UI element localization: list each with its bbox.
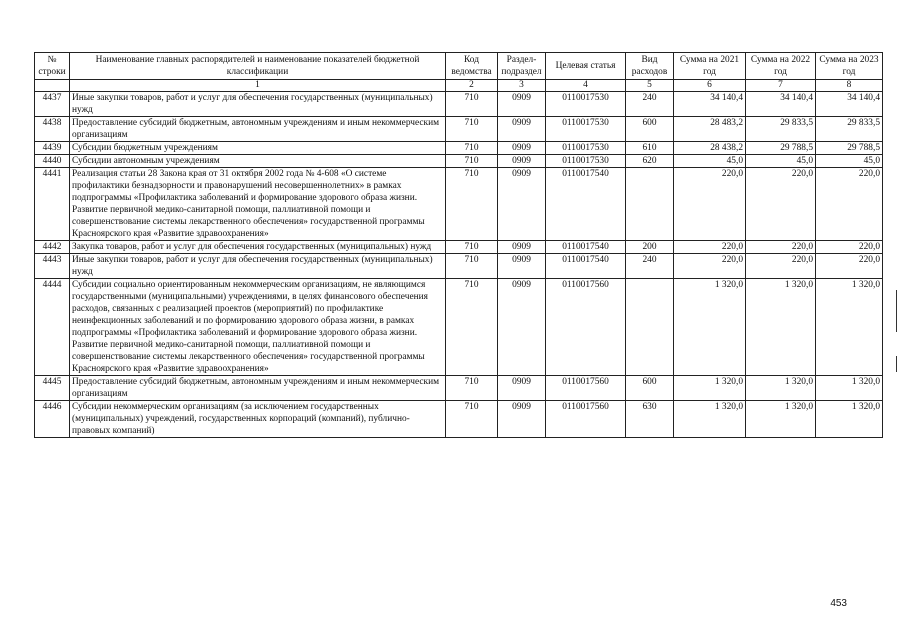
row-number: 4445 — [35, 376, 70, 401]
table-header — [35, 53, 883, 92]
section-code: 0909 — [498, 254, 546, 279]
row-number: 4444 — [35, 279, 70, 376]
header-name: Наименование главных распорядителей и наименование показателей бюджетной классификации — [70, 53, 446, 80]
sum-2023: 34 140,4 — [816, 92, 883, 117]
header-dept: Код ведомства — [446, 53, 498, 80]
expense-type: 600 — [626, 376, 674, 401]
dept-code: 710 — [446, 92, 498, 117]
table-row — [35, 241, 883, 254]
row-number: 4440 — [35, 155, 70, 168]
section-code: 0909 — [498, 155, 546, 168]
section-code: 0909 — [498, 168, 546, 241]
row-number: 4446 — [35, 401, 70, 438]
expense-type: 620 — [626, 155, 674, 168]
target-code: 0110017540 — [546, 168, 626, 241]
target-code: 0110017530 — [546, 155, 626, 168]
table-row — [35, 117, 883, 142]
sum-2023: 220,0 — [816, 254, 883, 279]
section-code: 0909 — [498, 279, 546, 376]
sum-2021: 1 320,0 — [674, 401, 746, 438]
sum-2021: 220,0 — [674, 241, 746, 254]
target-code: 0110017560 — [546, 279, 626, 376]
sum-2022: 220,0 — [746, 241, 816, 254]
table-row — [35, 92, 883, 117]
table-body — [35, 92, 883, 438]
table-row — [35, 279, 883, 376]
sum-2023: 1 320,0 — [816, 279, 883, 376]
section-code: 0909 — [498, 401, 546, 438]
target-code: 0110017530 — [546, 92, 626, 117]
column-number: 6 — [674, 80, 746, 92]
expense-type — [626, 168, 674, 241]
table-row — [35, 168, 883, 241]
sum-2022: 34 140,4 — [746, 92, 816, 117]
column-number: 4 — [546, 80, 626, 92]
sum-2021: 220,0 — [674, 254, 746, 279]
section-code: 0909 — [498, 376, 546, 401]
row-name: Предоставление субсидий бюджетным, автономным учреждениям и иным некоммерческим организациям — [70, 376, 446, 401]
scan-margin-mark — [896, 356, 897, 372]
section-code: 0909 — [498, 117, 546, 142]
column-number-row — [35, 80, 883, 92]
expense-type: 600 — [626, 117, 674, 142]
sum-2022: 45,0 — [746, 155, 816, 168]
sum-2021: 1 320,0 — [674, 279, 746, 376]
column-number: 7 — [746, 80, 816, 92]
table-row — [35, 401, 883, 438]
scan-margin-mark — [896, 290, 897, 332]
expense-type: 240 — [626, 92, 674, 117]
dept-code: 710 — [446, 142, 498, 155]
sum-2022: 1 320,0 — [746, 376, 816, 401]
row-number: 4443 — [35, 254, 70, 279]
row-name: Субсидии бюджетным учреждениям — [70, 142, 446, 155]
section-code: 0909 — [498, 92, 546, 117]
sum-2023: 45,0 — [816, 155, 883, 168]
target-code: 0110017560 — [546, 376, 626, 401]
sum-2022: 29 833,5 — [746, 117, 816, 142]
dept-code: 710 — [446, 155, 498, 168]
row-number: 4438 — [35, 117, 70, 142]
expense-type: 610 — [626, 142, 674, 155]
column-number — [35, 80, 70, 92]
row-number: 4437 — [35, 92, 70, 117]
sum-2021: 34 140,4 — [674, 92, 746, 117]
sum-2021: 1 320,0 — [674, 376, 746, 401]
dept-code: 710 — [446, 117, 498, 142]
sum-2021: 220,0 — [674, 168, 746, 241]
sum-2023: 29 833,5 — [816, 117, 883, 142]
row-name: Субсидии социально ориентированным некоммерческим организациям, не являющимся государственными (муниципальными) учреждениями, в целях финансового обеспечения расходов, связанных с реализацией проектов (мероприятий) по профилактике неинфекционных заболеваний и по формированию здорового образа жизни, в рамках подпрограммы «Профилактика заболеваний и формирование здорового образа жизни. Развитие первичной медико-санитарной помощи, паллиативной помощи и совершенствование системы лекарственного обеспечения» государственной программы Красноярского края «Развитие здравоохранения» — [70, 279, 446, 376]
row-name: Иные закупки товаров, работ и услуг для обеспечения государственных (муниципальных) нужд — [70, 92, 446, 117]
sum-2021: 45,0 — [674, 155, 746, 168]
expense-type — [626, 279, 674, 376]
expense-type: 200 — [626, 241, 674, 254]
row-name: Предоставление субсидий бюджетным, автономным учреждениям и иным некоммерческим организациям — [70, 117, 446, 142]
row-name: Иные закупки товаров, работ и услуг для обеспечения государственных (муниципальных) нужд — [70, 254, 446, 279]
row-name: Субсидии автономным учреждениям — [70, 155, 446, 168]
page-number: 453 — [830, 598, 847, 609]
sum-2023: 220,0 — [816, 241, 883, 254]
row-name: Субсидии некоммерческим организациям (за исключением государственных (муниципальных) учреждений, государственных корпораций (компаний), публично-правовых компаний) — [70, 401, 446, 438]
header-sum-2023: Сумма на 2023 год — [816, 53, 883, 80]
column-number: 8 — [816, 80, 883, 92]
section-code: 0909 — [498, 142, 546, 155]
target-code: 0110017530 — [546, 142, 626, 155]
column-number: 1 — [70, 80, 446, 92]
table-row — [35, 376, 883, 401]
sum-2021: 28 483,2 — [674, 117, 746, 142]
row-name: Закупка товаров, работ и услуг для обеспечения государственных (муниципальных) нужд — [70, 241, 446, 254]
section-code: 0909 — [498, 241, 546, 254]
sum-2022: 1 320,0 — [746, 401, 816, 438]
table-row — [35, 254, 883, 279]
sum-2022: 220,0 — [746, 254, 816, 279]
header-sum-2022: Сумма на 2022 год — [746, 53, 816, 80]
dept-code: 710 — [446, 279, 498, 376]
sum-2021: 28 438,2 — [674, 142, 746, 155]
row-number: 4442 — [35, 241, 70, 254]
column-number: 5 — [626, 80, 674, 92]
target-code: 0110017560 — [546, 401, 626, 438]
dept-code: 710 — [446, 401, 498, 438]
dept-code: 710 — [446, 168, 498, 241]
row-number: 4441 — [35, 168, 70, 241]
table-row — [35, 142, 883, 155]
target-code: 0110017530 — [546, 117, 626, 142]
sum-2023: 1 320,0 — [816, 401, 883, 438]
row-number: 4439 — [35, 142, 70, 155]
header-exp-type: Вид расходов — [626, 53, 674, 80]
header-target: Целевая статья — [546, 53, 626, 80]
target-code: 0110017540 — [546, 241, 626, 254]
sum-2022: 220,0 — [746, 168, 816, 241]
target-code: 0110017540 — [546, 254, 626, 279]
sum-2022: 1 320,0 — [746, 279, 816, 376]
sum-2022: 29 788,5 — [746, 142, 816, 155]
sum-2023: 29 788,5 — [816, 142, 883, 155]
sum-2023: 1 320,0 — [816, 376, 883, 401]
header-row-no: № строки — [35, 53, 70, 80]
header-section: Раздел-подраздел — [498, 53, 546, 80]
row-name: Реализация статьи 28 Закона края от 31 октября 2002 года № 4-608 «О системе профилактики безнадзорности и правонарушений несовершеннолетних» в рамках подпрограммы «Профилактика заболеваний и формирование здорового образа жизни. Развитие первичной медико-санитарной помощи, паллиативной помощи и совершенствование системы лекарственного обеспечения» государственной программы Красноярского края «Развитие здравоохранения» — [70, 168, 446, 241]
dept-code: 710 — [446, 241, 498, 254]
dept-code: 710 — [446, 254, 498, 279]
header-sum-2021: Сумма на 2021 год — [674, 53, 746, 80]
dept-code: 710 — [446, 376, 498, 401]
expense-type: 240 — [626, 254, 674, 279]
column-number: 2 — [446, 80, 498, 92]
table-row — [35, 155, 883, 168]
expense-type: 630 — [626, 401, 674, 438]
column-number: 3 — [498, 80, 546, 92]
budget-table — [34, 52, 883, 438]
sum-2023: 220,0 — [816, 168, 883, 241]
